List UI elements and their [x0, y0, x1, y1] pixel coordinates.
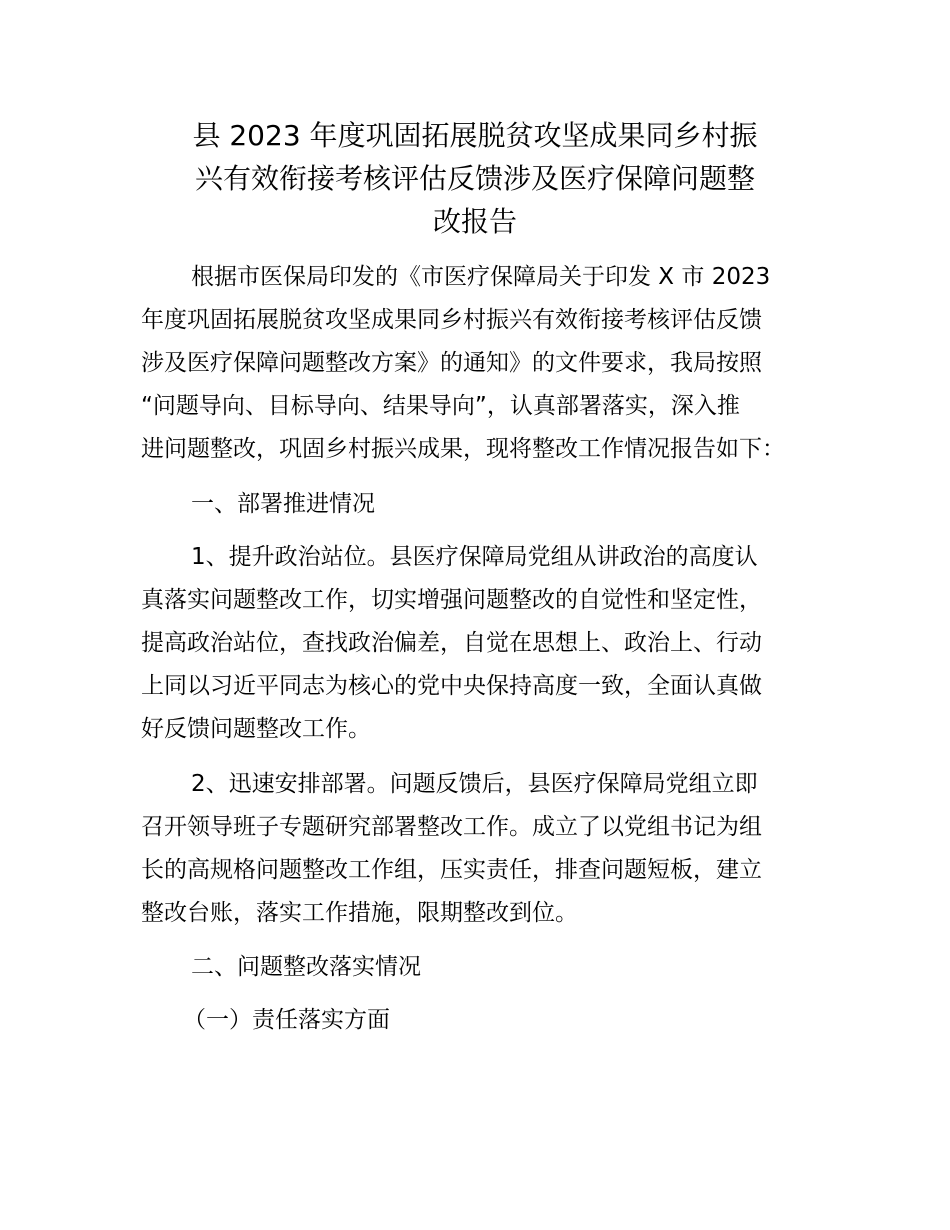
paragraph-line: 2、迅速安排部署。问题反馈后，县医疗保障局党组立即 — [191, 771, 758, 797]
paragraph-line: 整改台账，落实工作措施，限期整改到位。 — [141, 900, 578, 926]
paragraph-line: 年度巩固拓展脱贫攻坚成果同乡村振兴有效衔接考核评估反馈 — [141, 307, 762, 333]
subsection-heading-responsibility: （一）责任落实方面 — [183, 1007, 390, 1033]
paragraph-line: “问题导向、目标导向、结果导向”，认真部署落实，深入推 — [141, 393, 740, 419]
paragraph-line: 涉及医疗保障问题整改方案》的通知》的文件要求，我局按照 — [141, 350, 762, 376]
paragraph-line: 好反馈问题整改工作。 — [141, 716, 371, 742]
document-title — [140, 114, 810, 243]
paragraph-line: 上同以习近平同志为核心的党中央保持高度一致，全面认真做 — [141, 673, 762, 699]
section-heading-deployment: 一、部署推进情况 — [191, 491, 375, 517]
item-2-paragraph — [141, 763, 831, 935]
item-1-paragraph — [141, 536, 831, 751]
intro-paragraph — [141, 256, 831, 471]
paragraph-line: 进问题整改，巩固乡村振兴成果，现将整改工作情况报告如下： — [141, 436, 785, 462]
paragraph-line: 提高政治站位，查找政治偏差，自觉在思想上、政治上、行动 — [141, 630, 762, 656]
title-line: 县 2023 年度巩固拓展脱贫攻坚成果同乡村振 — [192, 119, 758, 152]
paragraph-line: 真落实问题整改工作，切实增强问题整改的自觉性和坚定性， — [141, 587, 762, 613]
title-line: 兴有效衔接考核评估反馈涉及医疗保障问题整 — [194, 162, 755, 195]
paragraph-line: 根据市医保局印发的《市医疗保障局关于印发 X 市 2023 — [191, 264, 771, 290]
section-heading-rectification: 二、问题整改落实情况 — [191, 954, 421, 980]
paragraph-line: 长的高规格问题整改工作组，压实责任，排查问题短板，建立 — [141, 857, 762, 883]
paragraph-line: 1、提升政治站位。县医疗保障局党组从讲政治的高度认 — [191, 544, 758, 570]
title-line: 改报告 — [432, 205, 517, 238]
paragraph-line: 召开领导班子专题研究部署整改工作。成立了以党组书记为组 — [141, 814, 762, 840]
